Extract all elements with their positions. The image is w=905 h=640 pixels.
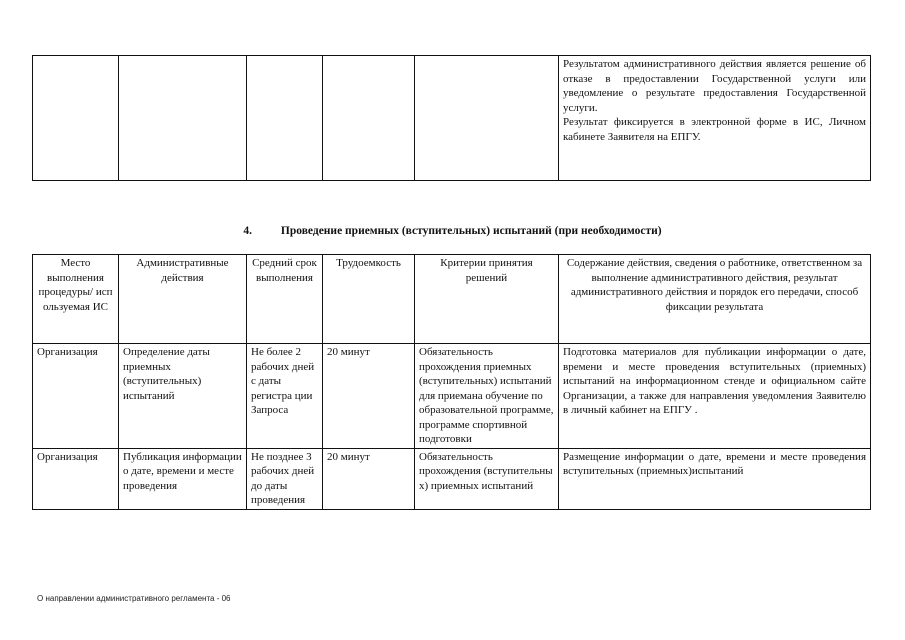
header-place: Место выполнения процедуры/ исп ользуемая ИС bbox=[33, 255, 119, 344]
cell-content: Размещение информации о дате, времени и месте проведения вступительных (приемных)испытаний bbox=[559, 448, 871, 509]
header-content: Содержание действия, сведения о работнике, ответственном за выполнение административного действия, результат административного действия и порядок его передачи, способ фиксации результата bbox=[559, 255, 871, 344]
procedure-table bbox=[32, 254, 871, 510]
cell-criteria: Обязательность прохождения приемных (вступительных) испытаний для приемана обучение по образовательной программе, программе спортивной подготовки bbox=[415, 344, 559, 449]
empty-cell bbox=[33, 56, 119, 181]
cell-term: Не позднее 3 рабочих дней до даты проведения bbox=[247, 448, 323, 509]
cell-action: Определение даты приемных (вступительных) испытаний bbox=[119, 344, 247, 449]
section-heading bbox=[0, 224, 905, 239]
table-row bbox=[33, 448, 871, 509]
cell-criteria: Обязательность прохождения (вступительны х) приемных испытаний bbox=[415, 448, 559, 509]
header-actions: Административные действия bbox=[119, 255, 247, 344]
empty-cell bbox=[119, 56, 247, 181]
result-fixation-text: Результат фиксируется в электронной форме в ИС, Личном кабинете Заявителя на ЕПГУ. bbox=[563, 116, 866, 143]
section-title: Проведение приемных (вступительных) испытаний (при необходимости) bbox=[280, 225, 662, 237]
empty-cell bbox=[415, 56, 559, 181]
cell-labor: 20 минут bbox=[323, 448, 415, 509]
table-row bbox=[33, 56, 871, 181]
result-text: Результатом административного действия является решение об отказе в предоставлении Государственной услуги или уведомление о результате предоставления Государственной услуги. bbox=[563, 58, 866, 114]
page-footer: О направлении административного регламента - 06 bbox=[37, 594, 231, 603]
previous-section-table bbox=[32, 55, 871, 181]
header-term: Средний срок выполнения bbox=[247, 255, 323, 344]
cell-action: Публикация информации о дате, времени и месте проведения bbox=[119, 448, 247, 509]
result-description-cell bbox=[559, 56, 871, 181]
header-labor: Трудоемкость bbox=[323, 255, 415, 344]
section-number: 4. bbox=[243, 225, 253, 237]
cell-labor: 20 минут bbox=[323, 344, 415, 449]
table-row bbox=[33, 344, 871, 449]
cell-place: Организация bbox=[33, 448, 119, 509]
empty-cell bbox=[247, 56, 323, 181]
cell-term: Не более 2 рабочих дней с даты регистра ции Запроса bbox=[247, 344, 323, 449]
cell-place: Организация bbox=[33, 344, 119, 449]
header-criteria: Критерии принятия решений bbox=[415, 255, 559, 344]
empty-cell bbox=[323, 56, 415, 181]
cell-content: Подготовка материалов для публикации информации о дате, времени и месте проведения вступительных (приемных) испытаний на информационном стенде и официальном сайте Организации, а также для направления уведомления Заявителю в личный кабинет на ЕПГУ . bbox=[559, 344, 871, 449]
table-header-row bbox=[33, 255, 871, 344]
